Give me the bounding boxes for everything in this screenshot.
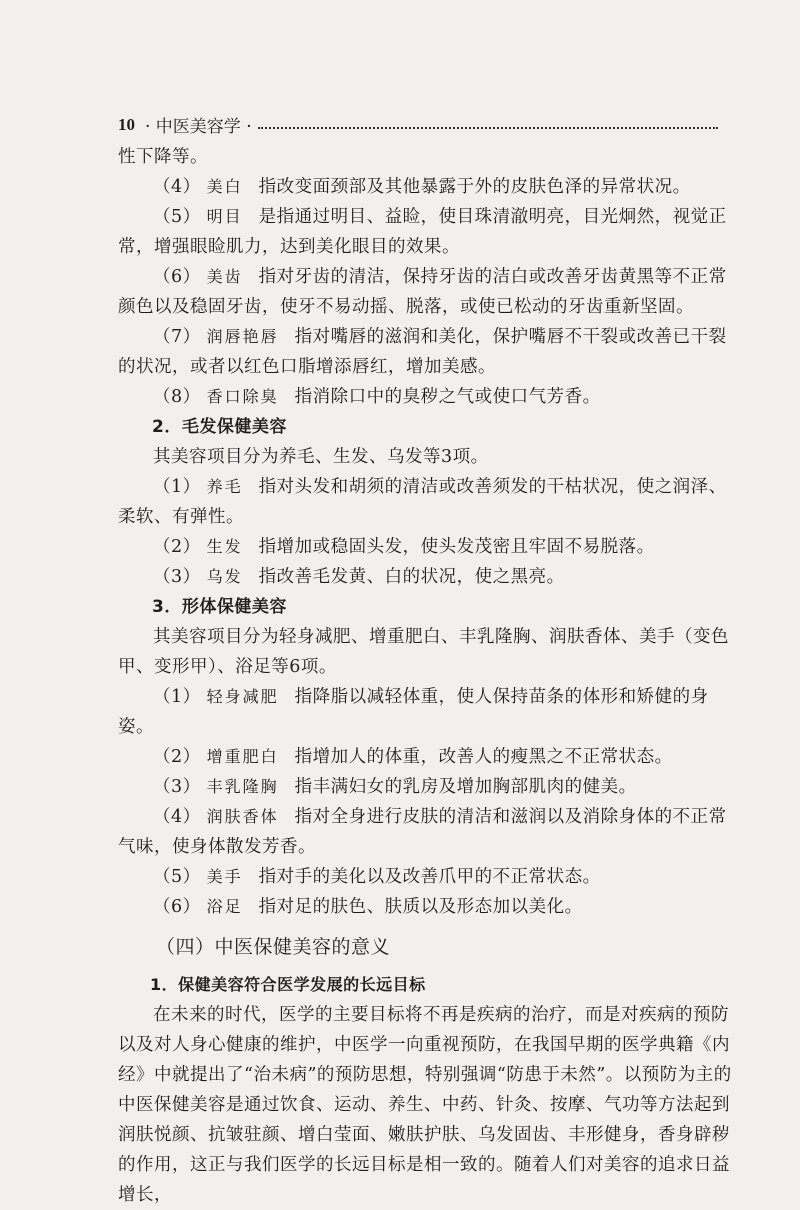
- item-number: （4）: [153, 177, 201, 197]
- item-number: （2）: [153, 537, 201, 557]
- book-title: · 中医美容学 ·: [145, 117, 252, 137]
- list-item: [118, 862, 738, 892]
- section-heading: （四）中医保健美容的意义: [156, 936, 391, 958]
- item-term: 润肤香体: [206, 807, 279, 826]
- item-term: 生发: [206, 537, 243, 556]
- item-term: 美白: [206, 177, 243, 196]
- item-term: 丰乳隆胸: [206, 777, 279, 796]
- item-term: 香口除臭: [206, 387, 279, 406]
- body-paragraph: 在未来的时代，医学的主要目标将不再是疾病的治疗，而是对疾病的预防以及对人身心健康的维护，中医学一向重视预防，在我国早期的医学典籍《内经》中就提出了“治未病”的预防思想，特别强调“防患于未然”。以预防为主的中医保健美容是通过饮食、运动、养生、中药、针灸、按摩、气功等方法起到润肤悦颜、抗皱驻颜、增白莹面、嫩肤护肤、乌发固齿、丰形健身，香身辟秽的作用，这正与我们医学的长远目标是相一致的。随着人们对美容的追求日益增长，: [118, 1005, 732, 1205]
- subsection-heading: 1．保健美容符合医学发展的长远目标: [150, 975, 426, 994]
- item-number: （5）: [153, 867, 201, 887]
- subsection-heading: 3．形体保健美容: [152, 597, 287, 617]
- list-item: [118, 742, 738, 772]
- subsection-heading: 2．毛发保健美容: [152, 417, 287, 437]
- item-description: 指增加或稳固头发，使头发茂密且牢固不易脱落。: [258, 537, 655, 557]
- list-item: [118, 892, 738, 922]
- item-number: （3）: [153, 567, 201, 587]
- list-item: [118, 172, 738, 202]
- list-item: [118, 562, 738, 592]
- page-header: [118, 112, 718, 137]
- item-description: 指丰满妇女的乳房及增加胸部肌肉的健美。: [294, 777, 637, 797]
- item-term: 明目: [206, 207, 243, 226]
- list-item: [118, 262, 738, 322]
- body-paragraph: 性下降等。: [118, 147, 208, 167]
- item-description: 指对手的美化以及改善爪甲的不正常状态。: [258, 867, 601, 887]
- item-number: （2）: [153, 747, 201, 767]
- list-item: [118, 322, 738, 382]
- item-term: 乌发: [206, 567, 243, 586]
- item-description: 是指通过明目、益睑，使目珠清澈明亮，目光炯然，视觉正常，增强眼睑肌力，达到美化眼目的效果。: [118, 207, 727, 257]
- page-body: [118, 142, 738, 1210]
- item-number: （5）: [153, 207, 201, 227]
- item-term: 增重肥白: [206, 747, 279, 766]
- list-item: [118, 772, 738, 802]
- item-description: 指消除口中的臭秽之气或使口气芳香。: [294, 387, 601, 407]
- item-description: 指对全身进行皮肤的清洁和滋润以及消除身体的不正常气味，使身体散发芳香。: [118, 807, 727, 857]
- list-item: [118, 472, 738, 532]
- item-number: （1）: [153, 477, 201, 497]
- list-item: [118, 802, 738, 862]
- item-term: 美手: [206, 867, 243, 886]
- item-term: 轻身减肥: [206, 687, 279, 706]
- item-description: 指对头发和胡须的清洁或改善须发的干枯状况，使之润泽、柔软、有弹性。: [118, 477, 727, 527]
- item-description: 指增加人的体重，改善人的瘦黑之不正常状态。: [294, 747, 673, 767]
- list-item: [118, 202, 738, 262]
- item-term: 浴足: [206, 897, 243, 916]
- list-item: [118, 682, 738, 742]
- item-number: （1）: [153, 687, 201, 707]
- header-dotted-rule: [258, 127, 718, 129]
- item-number: （8）: [153, 387, 201, 407]
- item-term: 养毛: [206, 477, 243, 496]
- body-paragraph: 其美容项目分为养毛、生发、乌发等3项。: [153, 447, 489, 467]
- item-description: 指对牙齿的清洁，保持牙齿的洁白或改善牙齿黄黑等不正常颜色以及稳固牙齿，使牙不易动摇、脱落，或使已松动的牙齿重新坚固。: [118, 267, 727, 317]
- item-number: （6）: [153, 897, 201, 917]
- item-description: 指降脂以减轻体重，使人保持苗条的体形和矫健的身姿。: [118, 687, 709, 737]
- item-number: （6）: [153, 267, 201, 287]
- list-item: [118, 532, 738, 562]
- item-term: 润唇艳唇: [206, 327, 279, 346]
- body-paragraph: 其美容项目分为轻身减肥、增重肥白、丰乳隆胸、润肤香体、美手（变色甲、变形甲）、浴足等6项。: [118, 627, 729, 677]
- item-number: （3）: [153, 777, 201, 797]
- item-description: 指对足的肤色、肤质以及形态加以美化。: [258, 897, 583, 917]
- item-description: 指对嘴唇的滋润和美化，保护嘴唇不干裂或改善已干裂的状况，或者以红色口脂增添唇红，增加美感。: [118, 327, 727, 377]
- item-term: 美齿: [206, 267, 243, 286]
- item-description: 指改变面颈部及其他暴露于外的皮肤色泽的异常状况。: [258, 177, 691, 197]
- item-number: （7）: [153, 327, 201, 347]
- page-number: 10: [118, 114, 135, 134]
- item-description: 指改善毛发黄、白的状况，使之黑亮。: [258, 567, 565, 587]
- item-number: （4）: [153, 807, 201, 827]
- list-item: [118, 382, 738, 412]
